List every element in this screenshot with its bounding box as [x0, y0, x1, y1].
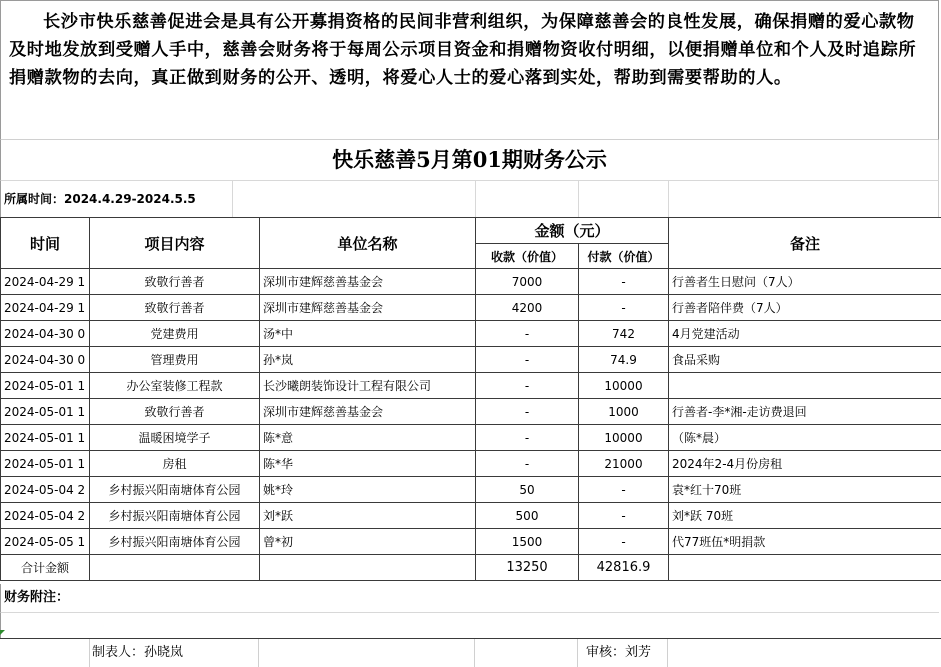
total-payment: 42816.9 [579, 555, 669, 581]
cell-income: 4200 [476, 295, 579, 321]
cell-income: 7000 [476, 269, 579, 295]
finance-table [0, 217, 941, 581]
cell-remark: 食品采购 [669, 347, 941, 373]
total-income: 13250 [476, 555, 579, 581]
cell-unit: 汤*中 [260, 321, 476, 347]
footer-row [0, 638, 941, 666]
header-time: 时间 [1, 218, 90, 269]
table-row [1, 451, 941, 477]
cell-remark: 行善者陪伴费（7人） [669, 295, 941, 321]
table-row [1, 347, 941, 373]
total-label: 合计金额 [1, 555, 90, 581]
cell-item: 乡村振兴阳南塘体育公园 [90, 503, 260, 529]
cell-remark [669, 373, 941, 399]
cell-payment: 21000 [579, 451, 669, 477]
cell-time: 2024-05-05 1 [1, 529, 90, 555]
total-empty-cell [260, 555, 476, 581]
cell-income: 1500 [476, 529, 579, 555]
cell-payment: - [579, 295, 669, 321]
cell-payment: 10000 [579, 425, 669, 451]
cell-time: 2024-05-01 1 [1, 425, 90, 451]
grid-line [578, 180, 579, 217]
table-row [1, 269, 941, 295]
cell-item: 致敬行善者 [90, 399, 260, 425]
cell-income: - [476, 399, 579, 425]
cell-unit: 曾*初 [260, 529, 476, 555]
header-payment: 付款（价值） [579, 244, 669, 269]
finance-note-label: 财务附注： [0, 584, 939, 612]
table-row [1, 321, 941, 347]
cell-item: 党建费用 [90, 321, 260, 347]
cell-remark: 袁*红十70班 [669, 477, 941, 503]
total-row [1, 555, 941, 581]
cell-time: 2024-05-01 1 [1, 399, 90, 425]
cell-item: 乡村振兴阳南塘体育公园 [90, 477, 260, 503]
total-empty-cell [90, 555, 260, 581]
grid-line [577, 639, 578, 667]
cell-time: 2024-04-30 0 [1, 347, 90, 373]
cell-unit: 深圳市建辉慈善基金会 [260, 399, 476, 425]
cell-unit: 刘*跃 [260, 503, 476, 529]
cell-remark: 行善者-李*湘-走访费退回 [669, 399, 941, 425]
grid-line [667, 639, 668, 667]
header-remark: 备注 [669, 218, 941, 269]
grid-line [232, 180, 233, 217]
cell-income: - [476, 425, 579, 451]
cell-time: 2024-04-29 1 [1, 269, 90, 295]
cell-item: 致敬行善者 [90, 269, 260, 295]
cell-remark: 刘*跃 70班 [669, 503, 941, 529]
header-unit: 单位名称 [260, 218, 476, 269]
cell-income: 500 [476, 503, 579, 529]
cell-unit: 陈*华 [260, 451, 476, 477]
cell-payment: - [579, 529, 669, 555]
table-row [1, 477, 941, 503]
table-row [1, 503, 941, 529]
total-empty-cell [669, 555, 941, 581]
cell-unit: 深圳市建辉慈善基金会 [260, 269, 476, 295]
cell-payment: 10000 [579, 373, 669, 399]
cell-item: 房租 [90, 451, 260, 477]
grid-line [258, 639, 259, 667]
cell-time: 2024-04-29 1 [1, 295, 90, 321]
cell-payment: - [579, 269, 669, 295]
cell-payment: 1000 [579, 399, 669, 425]
cell-remark: 4月党建活动 [669, 321, 941, 347]
cell-remark: 代77班伍*明捐款 [669, 529, 941, 555]
cell-payment: 74.9 [579, 347, 669, 373]
table-row [1, 399, 941, 425]
cell-payment: - [579, 477, 669, 503]
grid-line [89, 639, 90, 667]
cell-unit: 陈*意 [260, 425, 476, 451]
cell-item: 办公室装修工程款 [90, 373, 260, 399]
period-text: 所属时间：2024.4.29-2024.5.5 [4, 192, 196, 206]
table-row [1, 425, 941, 451]
cell-payment: 742 [579, 321, 669, 347]
page-title: 快乐慈善5月第01期财务公示 [0, 140, 939, 180]
cell-time: 2024-05-04 2 [1, 477, 90, 503]
cell-time: 2024-05-04 2 [1, 503, 90, 529]
table-maker: 制表人：孙晓岚 [92, 639, 183, 667]
cell-unit: 孙*岚 [260, 347, 476, 373]
cell-time: 2024-04-30 0 [1, 321, 90, 347]
cell-remark: 2024年2-4月份房租 [669, 451, 941, 477]
cell-time: 2024-05-01 1 [1, 373, 90, 399]
cell-unit: 深圳市建辉慈善基金会 [260, 295, 476, 321]
cell-unit: 姚*玲 [260, 477, 476, 503]
period-row [0, 180, 939, 217]
cell-item: 管理费用 [90, 347, 260, 373]
table-row [1, 529, 941, 555]
header-income: 收款（价值） [476, 244, 579, 269]
cell-item: 致敬行善者 [90, 295, 260, 321]
cell-income: - [476, 321, 579, 347]
cell-item: 温暖困境学子 [90, 425, 260, 451]
cell-marker [0, 630, 5, 635]
cell-remark: （陈*晨） [669, 425, 941, 451]
cell-income: - [476, 347, 579, 373]
cell-income: 50 [476, 477, 579, 503]
cell-item: 乡村振兴阳南塘体育公园 [90, 529, 260, 555]
table-auditor: 审核：刘芳 [586, 639, 651, 667]
cell-unit: 长沙曦朗装饰设计工程有限公司 [260, 373, 476, 399]
cell-income: - [476, 373, 579, 399]
table-row [1, 373, 941, 399]
cell-payment: - [579, 503, 669, 529]
table-row [1, 295, 941, 321]
blank-row [0, 612, 939, 638]
intro-paragraph: 长沙市快乐慈善促进会是具有公开募捐资格的民间非营利组织，为保障慈善会的良性发展，确保捐赠的爱心款物及时地发放到受赠人手中，慈善会财务将于每周公示项目资金和捐赠物资收付明细，以便捐赠单位和个人及时追踪所捐赠款物的去向，真正做到财务的公开、透明，将爱心人士的爱心落到实处，帮助到需要帮助的人。 [0, 0, 939, 140]
header-item: 项目内容 [90, 218, 260, 269]
grid-line [475, 180, 476, 217]
grid-line [668, 180, 669, 217]
header-amount: 金额（元） [476, 218, 669, 244]
cell-time: 2024-05-01 1 [1, 451, 90, 477]
grid-line [474, 639, 475, 667]
cell-remark: 行善者生日慰问（7人） [669, 269, 941, 295]
cell-income: - [476, 451, 579, 477]
